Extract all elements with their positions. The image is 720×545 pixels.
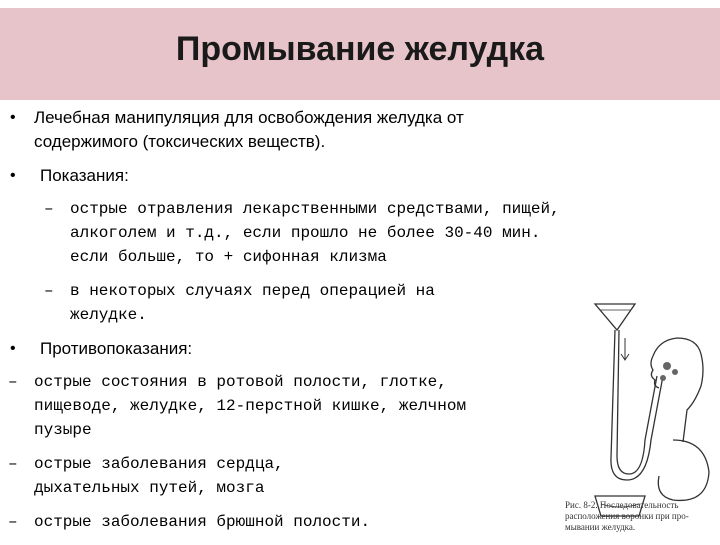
definition-line-2: содержимого (токсических веществ). bbox=[34, 132, 326, 151]
definition-line-1: Лечебная манипуляция для освобождения желудка от bbox=[34, 108, 464, 127]
contraindications-label: Противопоказания: bbox=[40, 339, 193, 358]
indication-2-line-2: желудке. bbox=[70, 306, 147, 324]
dash-contra-1: – bbox=[8, 373, 18, 391]
contra-2-line-2: дыхательных путей, мозга bbox=[34, 479, 265, 497]
bullet-indications: • bbox=[10, 167, 16, 184]
contra-1-line-1: острые состояния в ротовой полости, глотке, bbox=[34, 373, 447, 391]
indication-1-line-1: острые отравления лекарственными средствами, пищей, bbox=[70, 200, 560, 218]
contra-1-line-2: пищеводе, желудке, 12-перстной кишке, желчном bbox=[34, 397, 467, 415]
figure-caption bbox=[565, 500, 715, 533]
indication-2-line-1: в некоторых случаях перед операцией на bbox=[70, 282, 435, 300]
funnel-shape bbox=[595, 304, 635, 330]
dash-indication-1: – bbox=[44, 200, 54, 218]
contra-2-line-1: острые заболевания сердца, bbox=[34, 455, 284, 473]
contra-1-line-3: пузыре bbox=[34, 421, 92, 439]
dash-contra-3: – bbox=[8, 513, 18, 531]
dash-indication-2: – bbox=[44, 282, 54, 300]
caption-line-1: Рис. 8-2. Последовательность bbox=[565, 500, 679, 510]
caption-line-2: расположения воронки при про- bbox=[565, 511, 689, 521]
dash-contra-2: – bbox=[8, 455, 18, 473]
indications-label: Показания: bbox=[40, 166, 129, 185]
contra-3-line-1: острые заболевания брюшной полости. bbox=[34, 513, 371, 531]
caption-line-3: мывании желудка. bbox=[565, 522, 636, 532]
bullet-contraindications: • bbox=[10, 340, 16, 357]
slide-title: Промывание желудка bbox=[175, 30, 545, 68]
bullet-definition: • bbox=[10, 109, 16, 126]
stomach-outline bbox=[658, 440, 709, 500]
indication-1-line-3: если больше, то + сифонная клизма bbox=[70, 248, 387, 266]
indication-1-line-2: алкоголем и т.д., если прошло не более 30-40 мин. bbox=[70, 224, 541, 242]
tube-right bbox=[617, 330, 657, 474]
